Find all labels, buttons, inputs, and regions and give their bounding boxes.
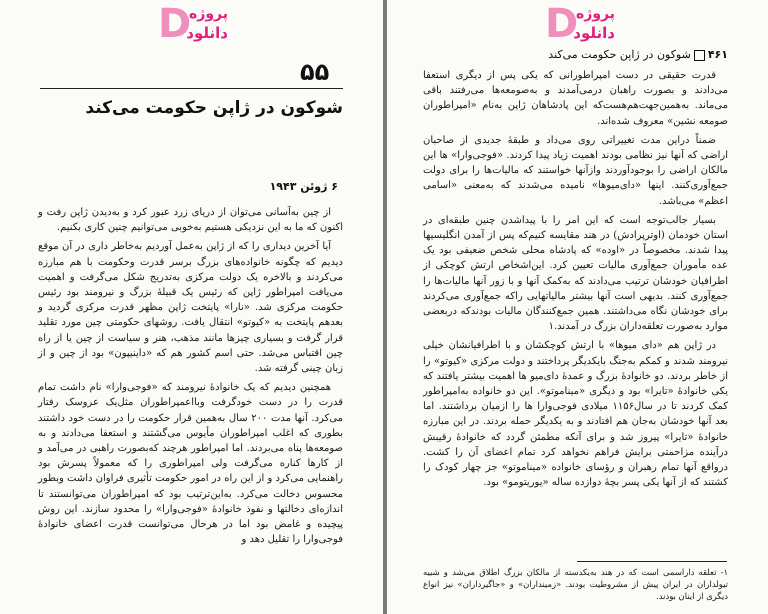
right-body-text xyxy=(423,68,728,494)
logo-glyph: D xyxy=(545,1,579,47)
chapter-number: ۵۵ xyxy=(300,58,330,86)
site-logo xyxy=(158,1,228,48)
logo-glyph: D xyxy=(158,1,192,47)
logo-text-line1: پروژه xyxy=(576,6,615,22)
running-head-title: شوکون در ژاپن حکومت می‌کند xyxy=(548,48,691,61)
right-page xyxy=(387,0,768,614)
paragraph: از چین به‌آسانی می‌توان از دریای زرد عبور کرد و به‌دیدن ژاپن رفت و اکنون که ما به این نزدیکی هستیم به‌خوبی می‌توانیم چنین کاری بکنیم. xyxy=(38,207,343,234)
chapter-date: ۶ ژوئن ۱۹۴۳ xyxy=(269,180,338,193)
logo-text-line1: پروژه xyxy=(189,6,228,22)
title-rule xyxy=(40,88,343,89)
square-ornament-icon xyxy=(694,50,705,61)
footnote-rule xyxy=(577,561,727,562)
paragraph: قدرت حقیقی در دست امپراطورانی که یکی پس از دیگری استعفا می‌دادند و بصورت راهبان درمی‌آمدند و به‌صومعه‌ها می‌رفتند باقی می‌ماند. به‌همین‌جهت‌هم‌هست‌که این پادشاهان ژاپن به‌نام «امپراطوران صومعه نشین» معروف شده‌اند. xyxy=(423,70,728,127)
logo-text-line2: دانلود xyxy=(186,24,228,42)
footnote: ۱- تعلقه داراسمی است که در هند به‌یکدسته از مالکان بزرگ اطلاق می‌شد و شبیه تیولداران در ایران پیش از مشروطیت بودند. «زمینداران» و «جاگیرداران» نیز انواع دیگری از اینان بودند. xyxy=(423,567,728,601)
running-head xyxy=(548,48,728,61)
paragraph: همچنین دیدیم که یک خانوادهٔ نیرومند که «فوجی‌وارا» نام داشت تمام قدرت را در دست خودگرفت وبااعمپراطوران مثل‌یک عروسک رفتار می‌کرد. آنها مدت ۲۰۰ سال به‌همین قرار حکومت را در دست خود داشتند بطوری که اغلب امپراطوران مأیوس می‌گشتند و استعفا می‌دادند و به صومعه‌ها پناه می‌بردند. اما امپراطور هرچند که‌بصورت راهبی در می‌آمد و از کارها کناره می‌گرفت ولی امپراطوری را که معمولاً پسرش بود راهنمایی می‌کرد و از این راه در امور حکومت تأثیری فراوان داشت وبطور محسوس دخالت می‌کرد. به‌این‌ترتیب بود که امپراطوران می‌توانستند تا اندازه‌ای دخالتها و نفوذ خانوادهٔ «فوجی‌وارا» را محدود سازند. این روش پیچیده و غامض بود اما در هرحال می‌توانست قدرت اعضای خانوادهٔ فوجی‌وارا را تقلیل دهد و xyxy=(38,382,343,546)
logo-text-line2: دانلود xyxy=(573,24,615,42)
left-body-text xyxy=(38,205,343,551)
paragraph: ضمناً دراین مدت تغییراتی روی می‌داد و طبقهٔ جدیدی از صاحبان اراضی که آنها نیز نظامی بودند اهمیت زیاد پیدا کردند. «فوجی‌وارا» ها این مالکان اراضی را بوجودآوردند وازآنها خواستند که مالیات‌ها را برای دولت جمع‌آوری‌کنند. اینها «دای‌میوها» نامیده می‌شدند که به‌معنی «اسامی اعظم» می‌باشد. xyxy=(423,134,728,207)
paragraph: بسیار جالب‌توجه است که این امر را با پیدا‌شدن چنین طبقه‌ای در استان خودمان (اوترپرادش) در هند مقایسه کنیم‌که پس از آمدن انگلیسیها پیدا شدند. مخصوصاً در «اوده» که پادشاه محلی شخص ضعیفی بود یک عده مأموران جمع‌آوری مالیات تعیین کرد. این‌اشخاص ارتش کوچکی از اطرافیان خودشان ترتیب می‌دادند که به‌کمک آنها و با زور آنها مالیات‌ها را جمع‌آوری کنند. بدیهی است آنها بیشتر مالیاتهایی راکه جمع‌آوری می‌کردند برای خودشان نگاه می‌داشتند. همین جمع‌کنندگان مالیات بودند‌که دربعضی موارد به‌صورت تعلقه‌داران بزرگ در آمدند.۱ xyxy=(423,214,728,333)
page-number: ۴۶۱ xyxy=(707,48,728,61)
site-logo xyxy=(545,1,615,48)
paragraph: در ژاپن هم «دای میوها» با ارتش کوچکشان و با اطرافیانشان خیلی نیرومند شدند و کمکم به‌جنگ بایکدیگر پرداختند و دولت مرکزی «کیوتو» را از خاطر بردند. دو خانوادهٔ بزرگ و عمدهٔ دای‌میو ها اهمیت بیشتر یافتند که یکی خانوادهٔ «تایرا» بود و دیگری «میناموتو». این دو خانواده به‌امپراطور کمک کردند تا در سال۱۱۵۶ میلادی فوجی‌وارا ها را ازمیان برداشتند. اما بعد آنها خودشان به‌جان هم افتادند و به یکدیگر حمله بردند. در این مبارزه خانوادهٔ «تایرا» پیروز شد و برای آنکه مطمئن گردد که خانوادهٔ رقیبش درآینده مزاحمتی برایش فراهم نخواهد کرد تمام اعضای آن را کشت. درواقع آنها تمام رهبران و رؤسای خانواده «میناموتو» جز چهار کودک را کشتند که از آنها یکی پسر بچهٔ دوازده ساله «یوریتومو» بود. xyxy=(423,340,729,489)
chapter-title: شوکون در ژاپن حکومت می‌کند xyxy=(85,98,343,118)
left-page xyxy=(0,0,383,614)
paragraph: آیا آخرین دیداری را که از ژاپن به‌عمل آوردیم به‌خاطر داری در آن موقع دیدیم که چگونه خانواده‌های بزرگ برسر قدرت وحکومت با هم مبارزه می‌کردند و بالاخره یک دولت مرکزی به‌تدریج شکل می‌گرفت و اهمیت می‌یافت امپراطور ژاپن که رئیس یک قبیلهٔ بزرگ و نیرومند بود رئیس حکومت مرکزی شد. «نارا» پایتخت ژاپن مظهر قدرت مرکزی گردید و بعدهم پایتخت به «کیوتو» انتقال یافت. روشهای حکومتی چین مورد تقلید قرار گرفت و بسیاری چیزها مانند مذهب، هنر و سیاست از چین یا از راه چین اقتباس می‌شد. حتی اسم کشور هم که «داینیپون» بود از چین و از زبان چینی گرفته شد. xyxy=(38,241,343,375)
